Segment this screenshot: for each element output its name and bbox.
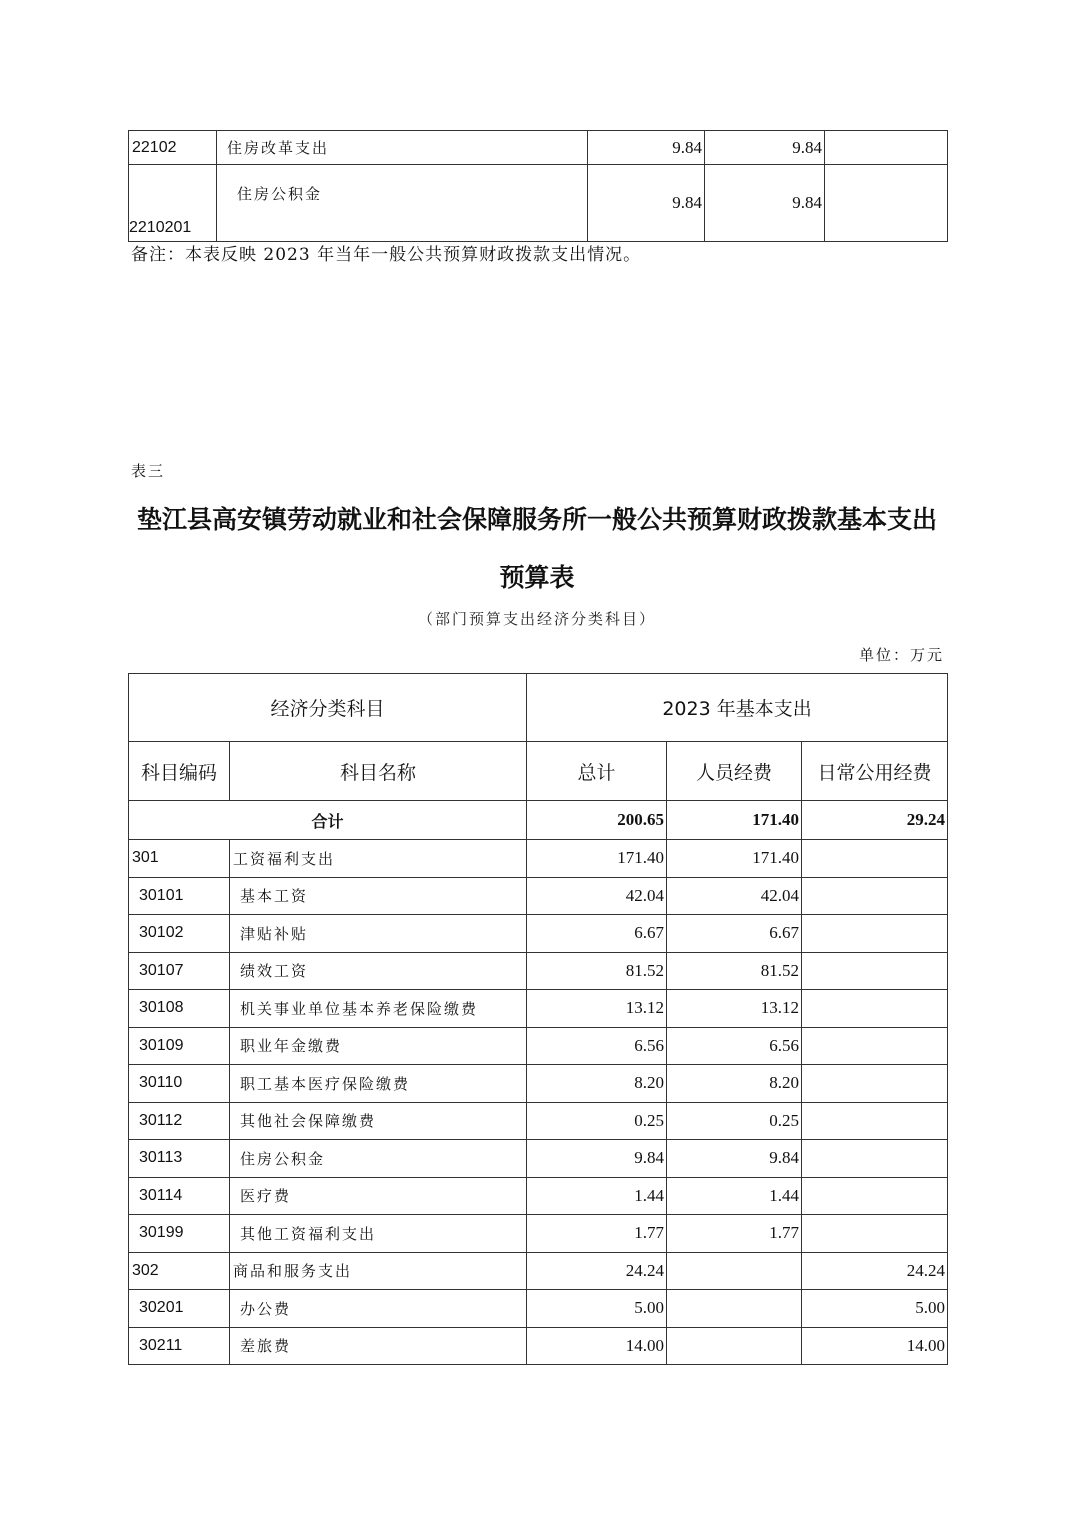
- public-value: 14.00: [802, 1327, 948, 1365]
- subject-name: 差旅费: [230, 1327, 527, 1365]
- public-value: [825, 131, 948, 165]
- total-value: 9.84: [588, 131, 705, 165]
- subject-name: 基本工资: [230, 877, 527, 915]
- subject-name: 其他工资福利支出: [230, 1215, 527, 1253]
- subject-code: 30199: [129, 1215, 230, 1253]
- total-value: 6.67: [527, 915, 667, 953]
- subject-name: 职工基本医疗保险缴费: [230, 1065, 527, 1103]
- subject-name: 医疗费: [230, 1177, 527, 1215]
- subject-name: 职业年金缴费: [230, 1027, 527, 1065]
- subject-code: 2210201: [129, 165, 217, 242]
- public-value: [802, 990, 948, 1028]
- table-row: [129, 1252, 948, 1290]
- header-total: 总计: [527, 742, 667, 801]
- total-value: 200.65: [527, 801, 667, 840]
- public-value: [802, 1177, 948, 1215]
- budget-table: [128, 673, 948, 1365]
- unit-label: 单位：万元: [858, 646, 944, 664]
- subject-code: 30113: [129, 1140, 230, 1178]
- table-row: [129, 1215, 948, 1253]
- header-row-group: [129, 674, 948, 742]
- total-value: 171.40: [527, 840, 667, 878]
- public-value: [802, 877, 948, 915]
- subject-code: 30102: [129, 915, 230, 953]
- subtitle: （部门预算支出经济分类科目）: [417, 610, 656, 628]
- header-row-columns: [129, 742, 948, 801]
- public-value: [802, 1140, 948, 1178]
- subject-code: 22102: [129, 131, 217, 165]
- total-value: 6.56: [527, 1027, 667, 1065]
- subject-code: 30201: [129, 1290, 230, 1328]
- table-row: [129, 1102, 948, 1140]
- subject-name: 住房公积金: [230, 1140, 527, 1178]
- table-row: [129, 1327, 948, 1365]
- subject-code: 30107: [129, 952, 230, 990]
- subject-code: 30108: [129, 990, 230, 1028]
- public-value: 5.00: [802, 1290, 948, 1328]
- personnel-value: 6.67: [667, 915, 802, 953]
- public-value: 29.24: [802, 801, 948, 840]
- table-label: 表三: [131, 462, 166, 480]
- subject-code: 30101: [129, 877, 230, 915]
- personnel-value: 8.20: [667, 1065, 802, 1103]
- total-value: 14.00: [527, 1327, 667, 1365]
- public-value: 24.24: [802, 1252, 948, 1290]
- table-row: [129, 840, 948, 878]
- personnel-value: 9.84: [667, 1140, 802, 1178]
- total-value: 9.84: [588, 165, 705, 242]
- personnel-value: 1.44: [667, 1177, 802, 1215]
- subject-code: 302: [129, 1252, 230, 1290]
- personnel-value: 13.12: [667, 990, 802, 1028]
- total-value: 1.44: [527, 1177, 667, 1215]
- personnel-value: 0.25: [667, 1102, 802, 1140]
- table-row: [129, 990, 948, 1028]
- table-row: [129, 1140, 948, 1178]
- header-economic-category: 经济分类科目: [129, 674, 527, 742]
- public-value: [802, 952, 948, 990]
- subject-code: 30114: [129, 1177, 230, 1215]
- page-title-line2: 预算表: [499, 563, 575, 592]
- subject-code: 30112: [129, 1102, 230, 1140]
- total-value: 81.52: [527, 952, 667, 990]
- public-value: [825, 165, 948, 242]
- total-label: 合计: [129, 801, 527, 840]
- table-row: [129, 952, 948, 990]
- public-value: [802, 1102, 948, 1140]
- personnel-value: 1.77: [667, 1215, 802, 1253]
- total-value: 8.20: [527, 1065, 667, 1103]
- subject-name: 津贴补贴: [230, 915, 527, 953]
- subject-name: 其他社会保障缴费: [230, 1102, 527, 1140]
- subject-name: 住房改革支出: [217, 131, 588, 165]
- table-row: [129, 1027, 948, 1065]
- public-value: [802, 1065, 948, 1103]
- table-row: [129, 131, 948, 165]
- subject-name: 办公费: [230, 1290, 527, 1328]
- table-row: [129, 1065, 948, 1103]
- subject-code: 30109: [129, 1027, 230, 1065]
- total-value: 0.25: [527, 1102, 667, 1140]
- subject-name: 工资福利支出: [230, 840, 527, 878]
- public-value: [802, 1215, 948, 1253]
- table-row: [129, 1290, 948, 1328]
- total-value: 1.77: [527, 1215, 667, 1253]
- subject-name: 商品和服务支出: [230, 1252, 527, 1290]
- personnel-value: 171.40: [667, 801, 802, 840]
- table-row: [129, 1177, 948, 1215]
- header-personnel: 人员经费: [667, 742, 802, 801]
- personnel-value: [667, 1327, 802, 1365]
- personnel-value: 9.84: [705, 165, 825, 242]
- personnel-value: 42.04: [667, 877, 802, 915]
- personnel-value: [667, 1252, 802, 1290]
- total-value: 9.84: [527, 1140, 667, 1178]
- table-row: [129, 915, 948, 953]
- total-value: 42.04: [527, 877, 667, 915]
- subject-name: 住房公积金: [217, 165, 588, 242]
- page-title: 垫江县高安镇劳动就业和社会保障服务所一般公共预算财政拨款基本支出: [136, 505, 937, 534]
- table-row: [129, 877, 948, 915]
- personnel-value: 6.56: [667, 1027, 802, 1065]
- table-row: [129, 165, 948, 242]
- personnel-value: 171.40: [667, 840, 802, 878]
- public-value: [802, 840, 948, 878]
- subject-name: 绩效工资: [230, 952, 527, 990]
- subject-code: 30211: [129, 1327, 230, 1365]
- subject-code: 30110: [129, 1065, 230, 1103]
- subject-code: 301: [129, 840, 230, 878]
- total-value: 24.24: [527, 1252, 667, 1290]
- header-subject-code: 科目编码: [129, 742, 230, 801]
- continuation-table: [128, 130, 948, 242]
- personnel-value: 9.84: [705, 131, 825, 165]
- subject-name: 机关事业单位基本养老保险缴费: [230, 990, 527, 1028]
- header-basic-expenditure: 2023 年基本支出: [527, 674, 948, 742]
- total-row: [129, 801, 948, 840]
- personnel-value: 81.52: [667, 952, 802, 990]
- total-value: 13.12: [527, 990, 667, 1028]
- total-value: 5.00: [527, 1290, 667, 1328]
- public-value: [802, 915, 948, 953]
- header-public: 日常公用经费: [802, 742, 948, 801]
- header-subject-name: 科目名称: [230, 742, 527, 801]
- public-value: [802, 1027, 948, 1065]
- personnel-value: [667, 1290, 802, 1328]
- table-note: 备注：本表反映 2023 年当年一般公共预算财政拨款支出情况。: [131, 245, 642, 265]
